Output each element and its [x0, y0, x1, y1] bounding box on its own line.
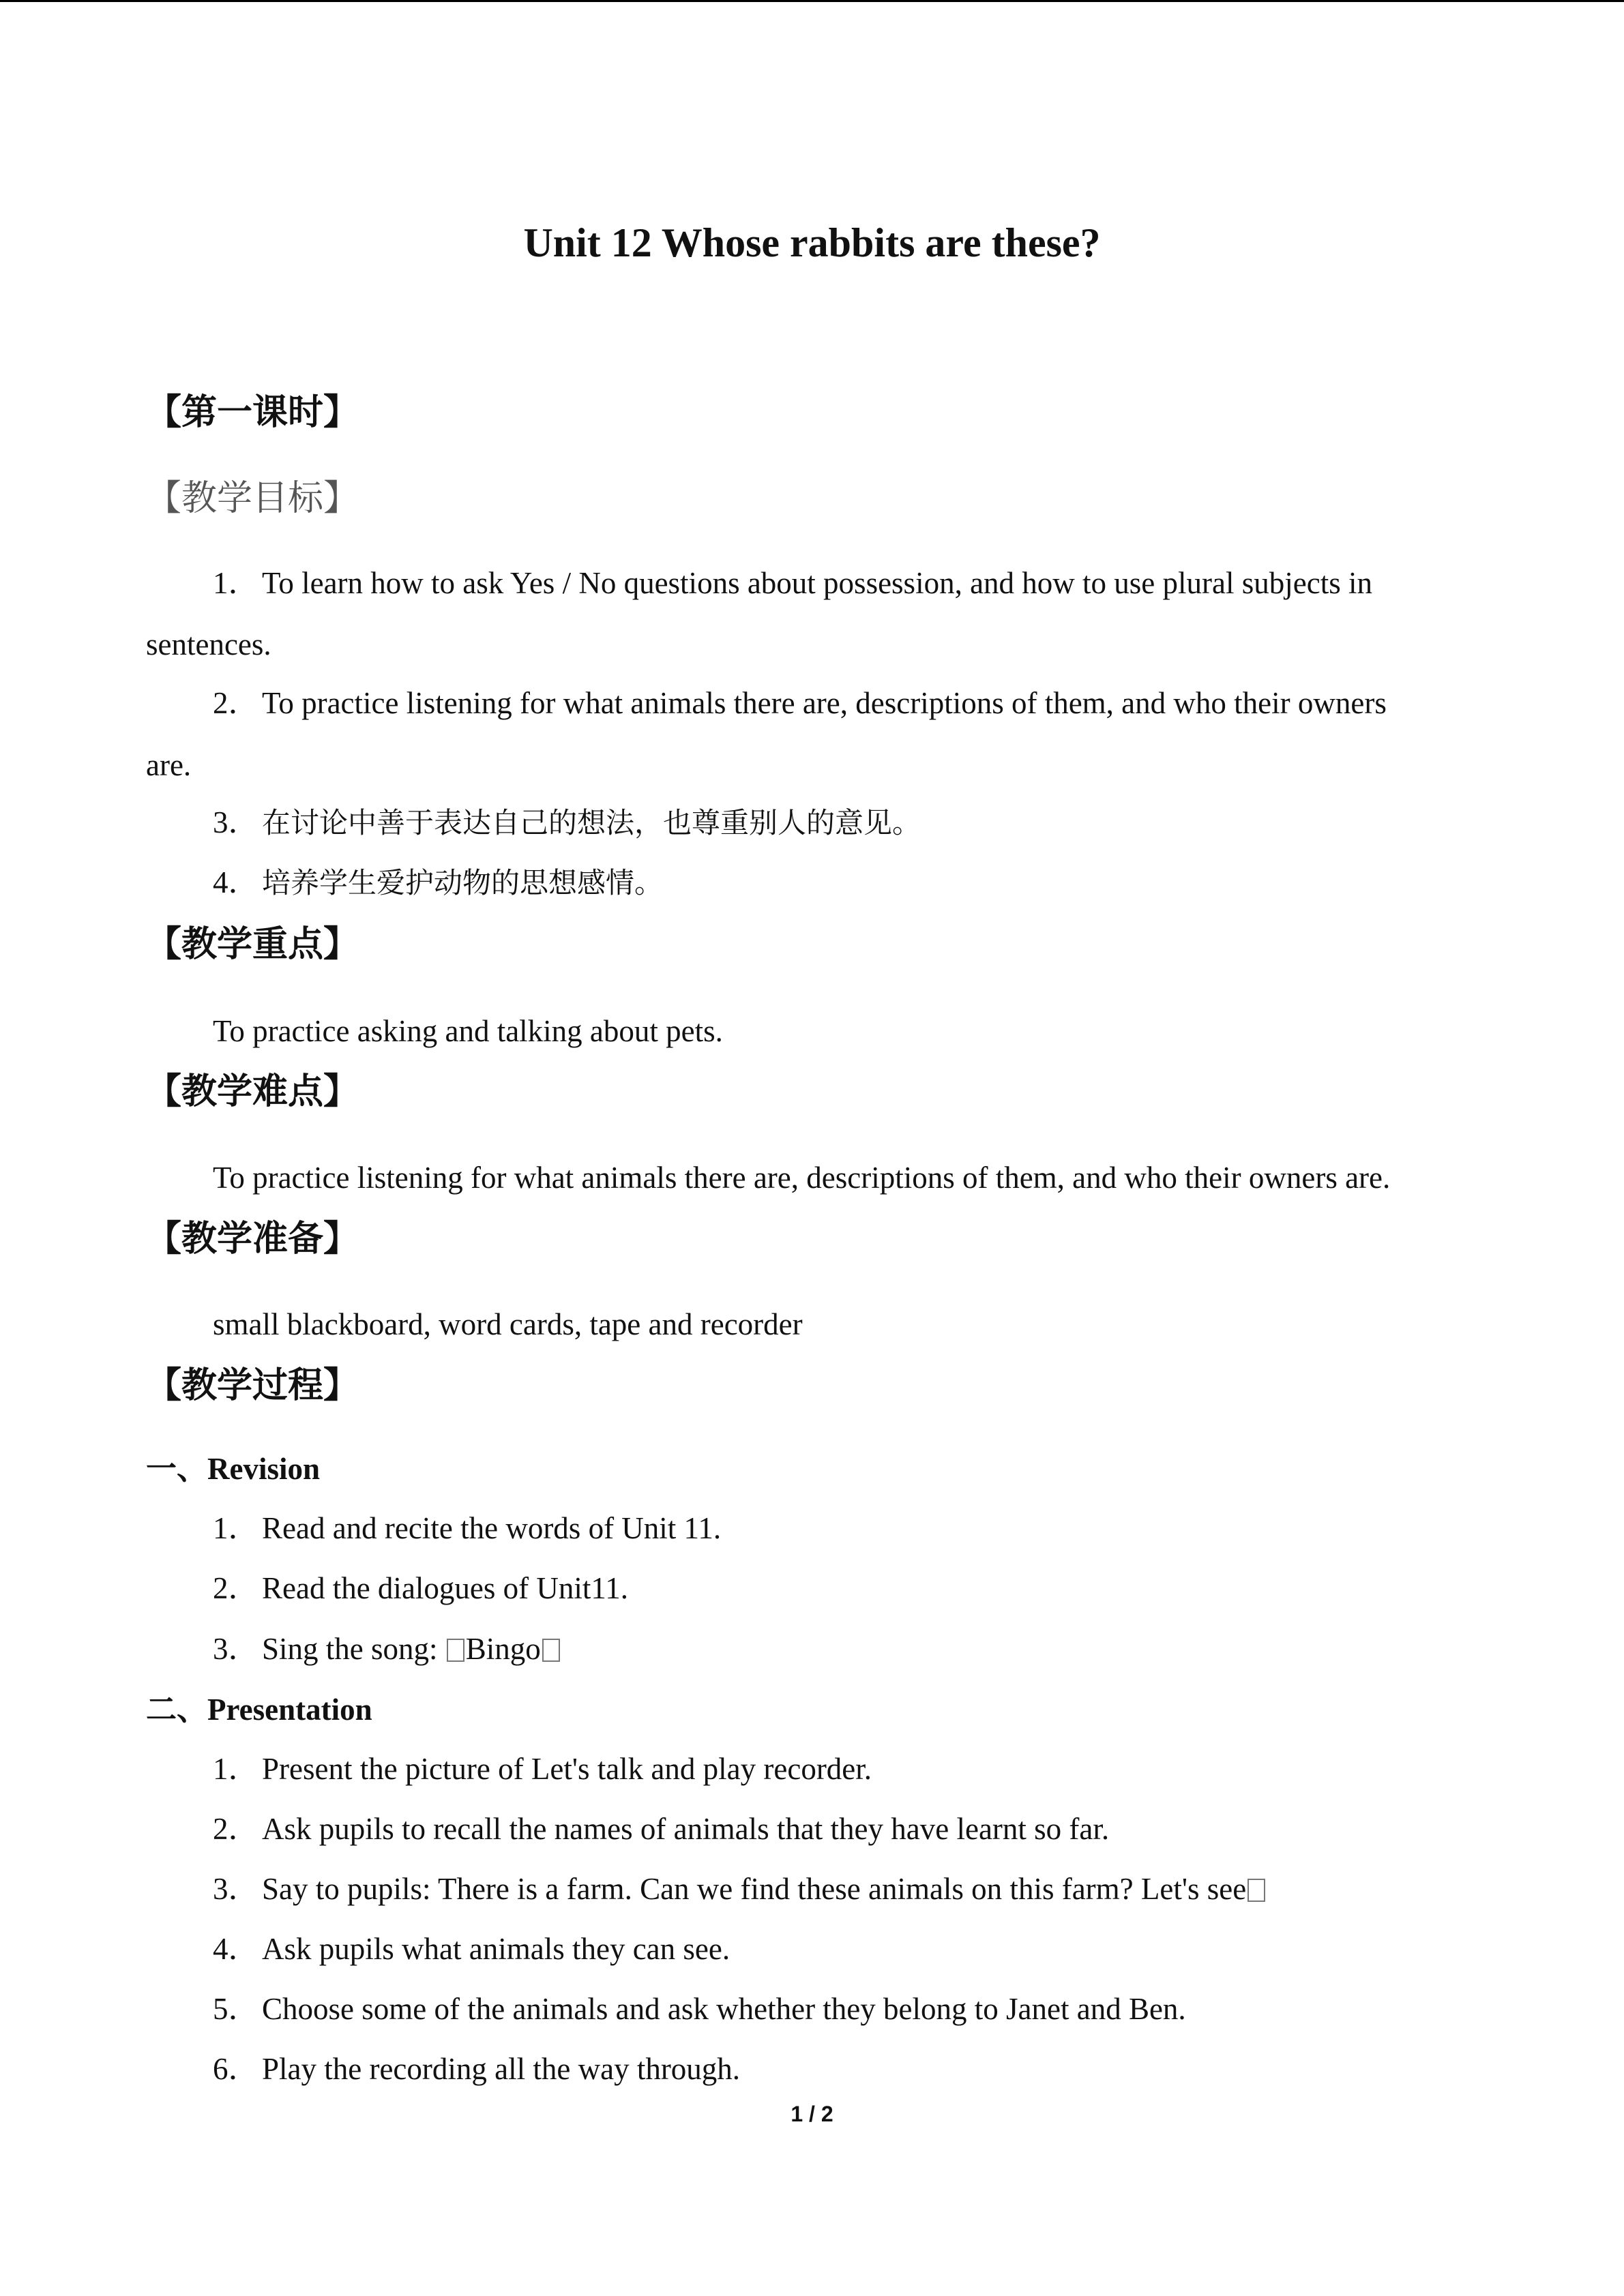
missing-glyph-box	[1247, 1879, 1265, 1902]
song-name: Bingo	[465, 1632, 541, 1666]
objective-item-3	[213, 802, 921, 844]
missing-glyph-box	[447, 1639, 464, 1662]
item-number: 5．	[213, 1992, 259, 2026]
item-number: 2．	[213, 1571, 259, 1605]
preparation-text: small blackboard, word cards, tape and recorder	[213, 1307, 803, 1341]
item-number: 6．	[213, 2052, 259, 2086]
revision-item-3	[213, 1628, 561, 1669]
page-indicator: 1 / 2	[791, 2102, 833, 2126]
process-heading: 【教学过程】	[146, 1365, 359, 1406]
item-number: 4．	[213, 1932, 259, 1966]
difficulties-text: To practice listening for what animals there are, descriptions of them, and who their owners are.	[213, 1161, 1391, 1195]
revision-item-1	[213, 1508, 721, 1549]
missing-glyph-box	[542, 1639, 560, 1662]
revision-item-2	[213, 1568, 628, 1609]
objective-number: 1．	[213, 566, 259, 600]
item-text-before: Sing the song:	[262, 1632, 445, 1666]
objective-item-4	[213, 862, 663, 904]
page-top-border	[0, 0, 1624, 2]
key-points-heading: 【教学重点】	[146, 924, 359, 965]
presentation-section-label: 二、Presentation	[146, 1693, 372, 1727]
item-text: Read the dialogues of Unit11.	[262, 1571, 628, 1605]
presentation-item-3	[213, 1868, 1267, 1909]
item-text: Ask pupils to recall the names of animals that they have learnt so far.	[262, 1812, 1110, 1846]
objectives-heading: 【教学目标】	[146, 478, 359, 519]
item-number: 1．	[213, 1752, 259, 1786]
objective-text: 培养学生爱护动物的思想感情。	[262, 866, 664, 899]
objective-item-1	[213, 563, 1477, 603]
objective-item-2-continuation: are.	[146, 748, 192, 782]
item-number: 3．	[213, 1632, 259, 1666]
objective-number: 3．	[213, 805, 259, 839]
objective-item-2	[213, 683, 1387, 724]
item-number: 1．	[213, 1511, 259, 1545]
key-points-text: To practice asking and talking about pets.	[213, 1014, 723, 1048]
item-number: 3．	[213, 1872, 259, 1906]
preparation-heading: 【教学准备】	[146, 1219, 359, 1259]
item-text: Say to pupils: There is a farm. Can we find these animals on this farm? Let's see	[262, 1872, 1247, 1906]
document-title: Unit 12 Whose rabbits are these?	[523, 220, 1101, 265]
presentation-item-4	[213, 1928, 730, 1969]
objective-text: To learn how to ask Yes / No questions about possession, and how to use plural subjects in	[262, 566, 1372, 600]
item-number: 2．	[213, 1812, 259, 1846]
objective-number: 2．	[213, 686, 259, 720]
revision-section-label: 一、Revision	[146, 1452, 321, 1486]
objective-item-1-continuation: sentences.	[146, 627, 271, 661]
item-text: Choose some of the animals and ask whether they belong to Janet and Ben.	[262, 1992, 1186, 2026]
item-text: Ask pupils what animals they can see.	[262, 1932, 730, 1966]
presentation-item-1	[213, 1748, 872, 1789]
difficulties-heading: 【教学难点】	[146, 1071, 359, 1112]
objective-text: 在讨论中善于表达自己的想法，也尊重别人的意见。	[262, 806, 921, 839]
objective-text: To practice listening for what animals there are, descriptions of them, and who their owners	[262, 686, 1387, 720]
presentation-item-5	[213, 1988, 1186, 2029]
item-text: Read and recite the words of Unit 11.	[262, 1511, 722, 1545]
presentation-item-2	[213, 1808, 1109, 1849]
item-text: Play the recording all the way through.	[262, 2052, 741, 2086]
lesson-label: 【第一课时】	[146, 392, 359, 433]
presentation-item-6	[213, 2048, 740, 2089]
objective-number: 4．	[213, 865, 259, 899]
item-text: Present the picture of Let's talk and play recorder.	[262, 1752, 872, 1786]
